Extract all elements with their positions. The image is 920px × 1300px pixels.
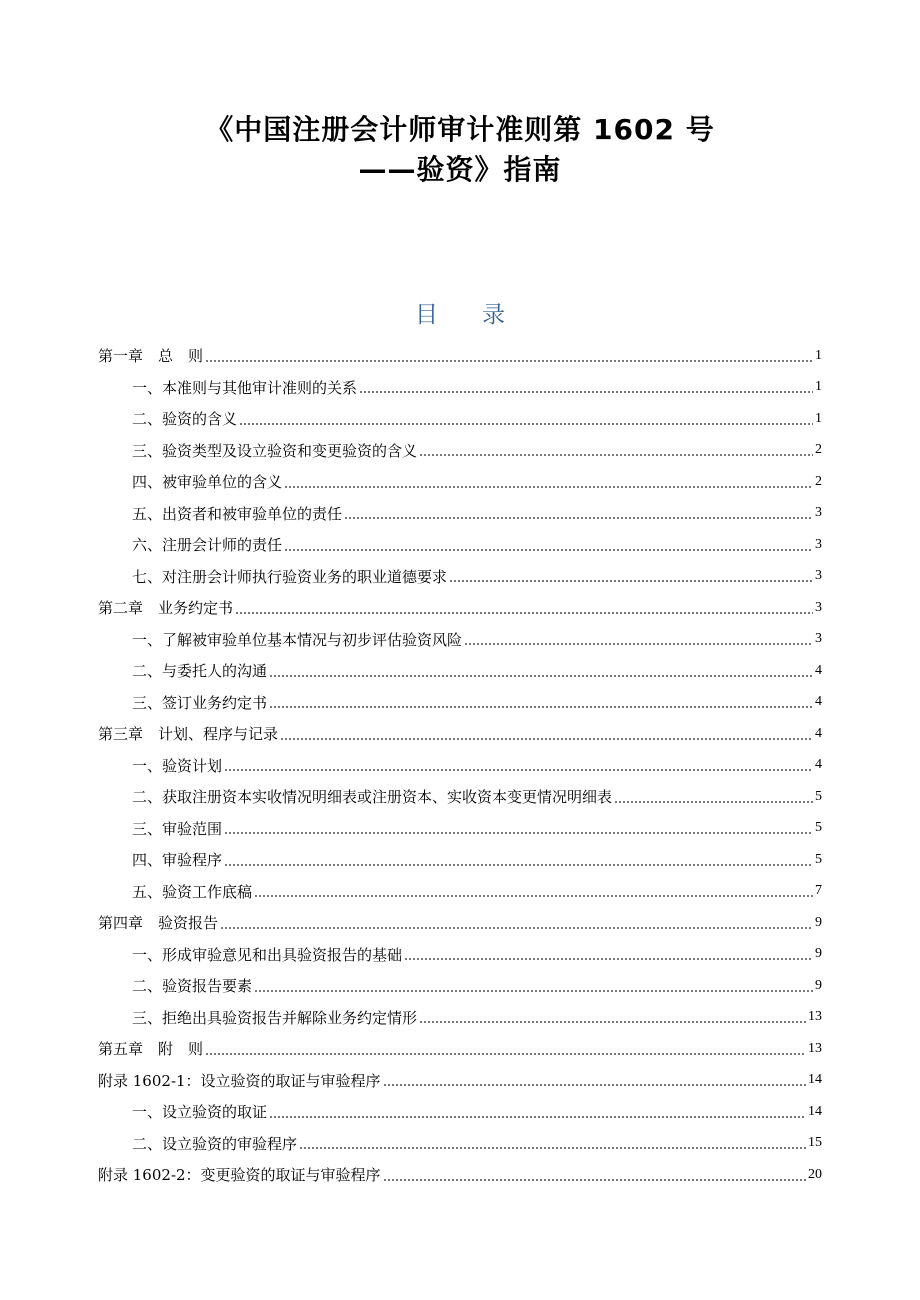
toc-page-number: 13: [808, 1040, 822, 1056]
toc-page-number: 3: [815, 536, 822, 552]
toc-entry-title: 第五章 附 则: [98, 1040, 204, 1059]
document-title-line-2: ——验资》指南: [358, 153, 562, 186]
toc-section-entry[interactable]: [98, 687, 822, 719]
toc-section-entry[interactable]: [98, 1128, 822, 1160]
toc-section-entry[interactable]: [98, 970, 822, 1002]
toc-section-entry[interactable]: [98, 561, 822, 593]
toc-page-number: 14: [808, 1072, 822, 1088]
toc-entry-title: 二、获取注册资本实收情况明细表或注册资本、实收资本变更情况明细表: [132, 788, 613, 807]
toc-section-entry[interactable]: [98, 813, 822, 845]
toc-page-number: 3: [815, 568, 822, 584]
toc-page-number: 7: [815, 883, 822, 899]
toc-page-number: 4: [815, 694, 822, 710]
toc-entry-title: 三、签订业务约定书: [132, 693, 268, 712]
toc-dot-leader: [614, 801, 813, 803]
toc-entry-title: 七、对注册会计师执行验资业务的职业道德要求: [132, 567, 448, 586]
toc-dot-leader: [284, 486, 813, 488]
toc-dot-leader: [269, 675, 813, 677]
toc-entry-title: 一、形成审验意见和出具验资报告的基础: [132, 945, 403, 964]
toc-dot-leader: [280, 738, 813, 740]
toc-entry-title: 六、注册会计师的责任: [132, 536, 283, 555]
toc-section-entry[interactable]: [98, 781, 822, 813]
toc-dot-leader: [359, 391, 813, 393]
toc-dot-leader: [205, 360, 813, 362]
toc-page-number: 15: [808, 1135, 822, 1151]
toc-section-entry[interactable]: [98, 655, 822, 687]
toc-dot-leader: [254, 895, 813, 897]
toc-page-number: 4: [815, 757, 822, 773]
toc-section-entry[interactable]: [98, 624, 822, 656]
toc-dot-leader: [224, 832, 813, 834]
toc-dot-leader: [224, 864, 813, 866]
toc-dot-leader: [205, 1053, 806, 1055]
toc-entry-title: 第三章 计划、程序与记录: [98, 725, 279, 744]
toc-dot-leader: [449, 580, 813, 582]
toc-dot-leader: [404, 958, 813, 960]
toc-page-number: 13: [808, 1009, 822, 1025]
toc-entry-title: 一、设立验资的取证: [132, 1103, 268, 1122]
toc-section-entry[interactable]: [98, 403, 822, 435]
document-title-line-1: 《中国注册会计师审计准则第 1602 号: [205, 113, 715, 146]
toc-chapter-entry[interactable]: [98, 1033, 822, 1065]
toc-entry-title: 附录 1602-2：变更验资的取证与审验程序: [98, 1166, 381, 1185]
toc-chapter-entry[interactable]: [98, 340, 822, 372]
toc-chapter-entry[interactable]: [98, 907, 822, 939]
toc-page-number: 2: [815, 442, 822, 458]
toc-page-number: 14: [808, 1103, 822, 1119]
toc-dot-leader: [284, 549, 813, 551]
toc-dot-leader: [269, 706, 813, 708]
toc-section-entry[interactable]: [98, 466, 822, 498]
toc-page-number: 1: [815, 379, 822, 395]
toc-entry-title: 四、被审验单位的含义: [132, 473, 283, 492]
toc-entry-title: 四、审验程序: [132, 851, 223, 870]
toc-entry-title: 附录 1602-1：设立验资的取证与审验程序: [98, 1071, 381, 1090]
toc-dot-leader: [235, 612, 813, 614]
toc-dot-leader: [383, 1084, 806, 1086]
toc-page-number: 5: [815, 820, 822, 836]
toc-page-number: 9: [815, 914, 822, 930]
toc-section-entry[interactable]: [98, 498, 822, 530]
toc-dot-leader: [344, 517, 813, 519]
toc-dot-leader: [254, 990, 813, 992]
toc-section-entry[interactable]: [98, 1002, 822, 1034]
toc-chapter-entry[interactable]: [98, 1065, 822, 1097]
toc-page-number: 3: [815, 505, 822, 521]
toc-section-entry[interactable]: [98, 435, 822, 467]
toc-entry-title: 一、了解被审验单位基本情况与初步评估验资风险: [132, 630, 463, 649]
toc-page-number: 4: [815, 725, 822, 741]
toc-entry-title: 三、拒绝出具验资报告并解除业务约定情形: [132, 1008, 418, 1027]
toc-page-number: 3: [815, 631, 822, 647]
toc-dot-leader: [239, 423, 813, 425]
toc-page-number: 5: [815, 851, 822, 867]
toc-chapter-entry[interactable]: [98, 718, 822, 750]
toc-section-entry[interactable]: [98, 876, 822, 908]
table-of-contents: [98, 340, 822, 1191]
toc-page-number: 20: [808, 1166, 822, 1182]
toc-dot-leader: [269, 1116, 806, 1118]
toc-chapter-entry[interactable]: [98, 592, 822, 624]
toc-entry-title: 第二章 业务约定书: [98, 599, 234, 618]
toc-section-entry[interactable]: [98, 750, 822, 782]
toc-dot-leader: [383, 1179, 806, 1181]
toc-entry-title: 一、验资计划: [132, 756, 223, 775]
toc-section-entry[interactable]: [98, 1096, 822, 1128]
toc-entry-title: 三、验资类型及设立验资和变更验资的含义: [132, 441, 418, 460]
toc-page-number: 9: [815, 977, 822, 993]
toc-entry-title: 二、验资的含义: [132, 410, 238, 429]
toc-page-number: 3: [815, 599, 822, 615]
toc-entry-title: 二、与委托人的沟通: [132, 662, 268, 681]
toc-dot-leader: [464, 643, 813, 645]
toc-dot-leader: [224, 769, 813, 771]
toc-dot-leader: [419, 454, 813, 456]
toc-page-number: 5: [815, 788, 822, 804]
toc-section-entry[interactable]: [98, 372, 822, 404]
toc-section-entry[interactable]: [98, 844, 822, 876]
toc-dot-leader: [419, 1021, 806, 1023]
toc-page-number: 1: [815, 410, 822, 426]
toc-entry-title: 三、审验范围: [132, 819, 223, 838]
toc-entry-title: 五、出资者和被审验单位的责任: [132, 504, 343, 523]
toc-section-entry[interactable]: [98, 529, 822, 561]
toc-heading: 目录: [415, 302, 549, 328]
toc-dot-leader: [220, 927, 813, 929]
toc-entry-title: 二、验资报告要素: [132, 977, 253, 996]
toc-page-number: 9: [815, 946, 822, 962]
toc-page-number: 4: [815, 662, 822, 678]
toc-page-number: 1: [815, 347, 822, 363]
toc-entry-title: 一、本准则与其他审计准则的关系: [132, 378, 358, 397]
toc-section-entry[interactable]: [98, 939, 822, 971]
toc-entry-title: 二、设立验资的审验程序: [132, 1134, 298, 1153]
toc-chapter-entry[interactable]: [98, 1159, 822, 1191]
toc-page-number: 2: [815, 473, 822, 489]
toc-entry-title: 五、验资工作底稿: [132, 882, 253, 901]
toc-entry-title: 第一章 总 则: [98, 347, 204, 366]
toc-entry-title: 第四章 验资报告: [98, 914, 219, 933]
toc-dot-leader: [299, 1147, 806, 1149]
